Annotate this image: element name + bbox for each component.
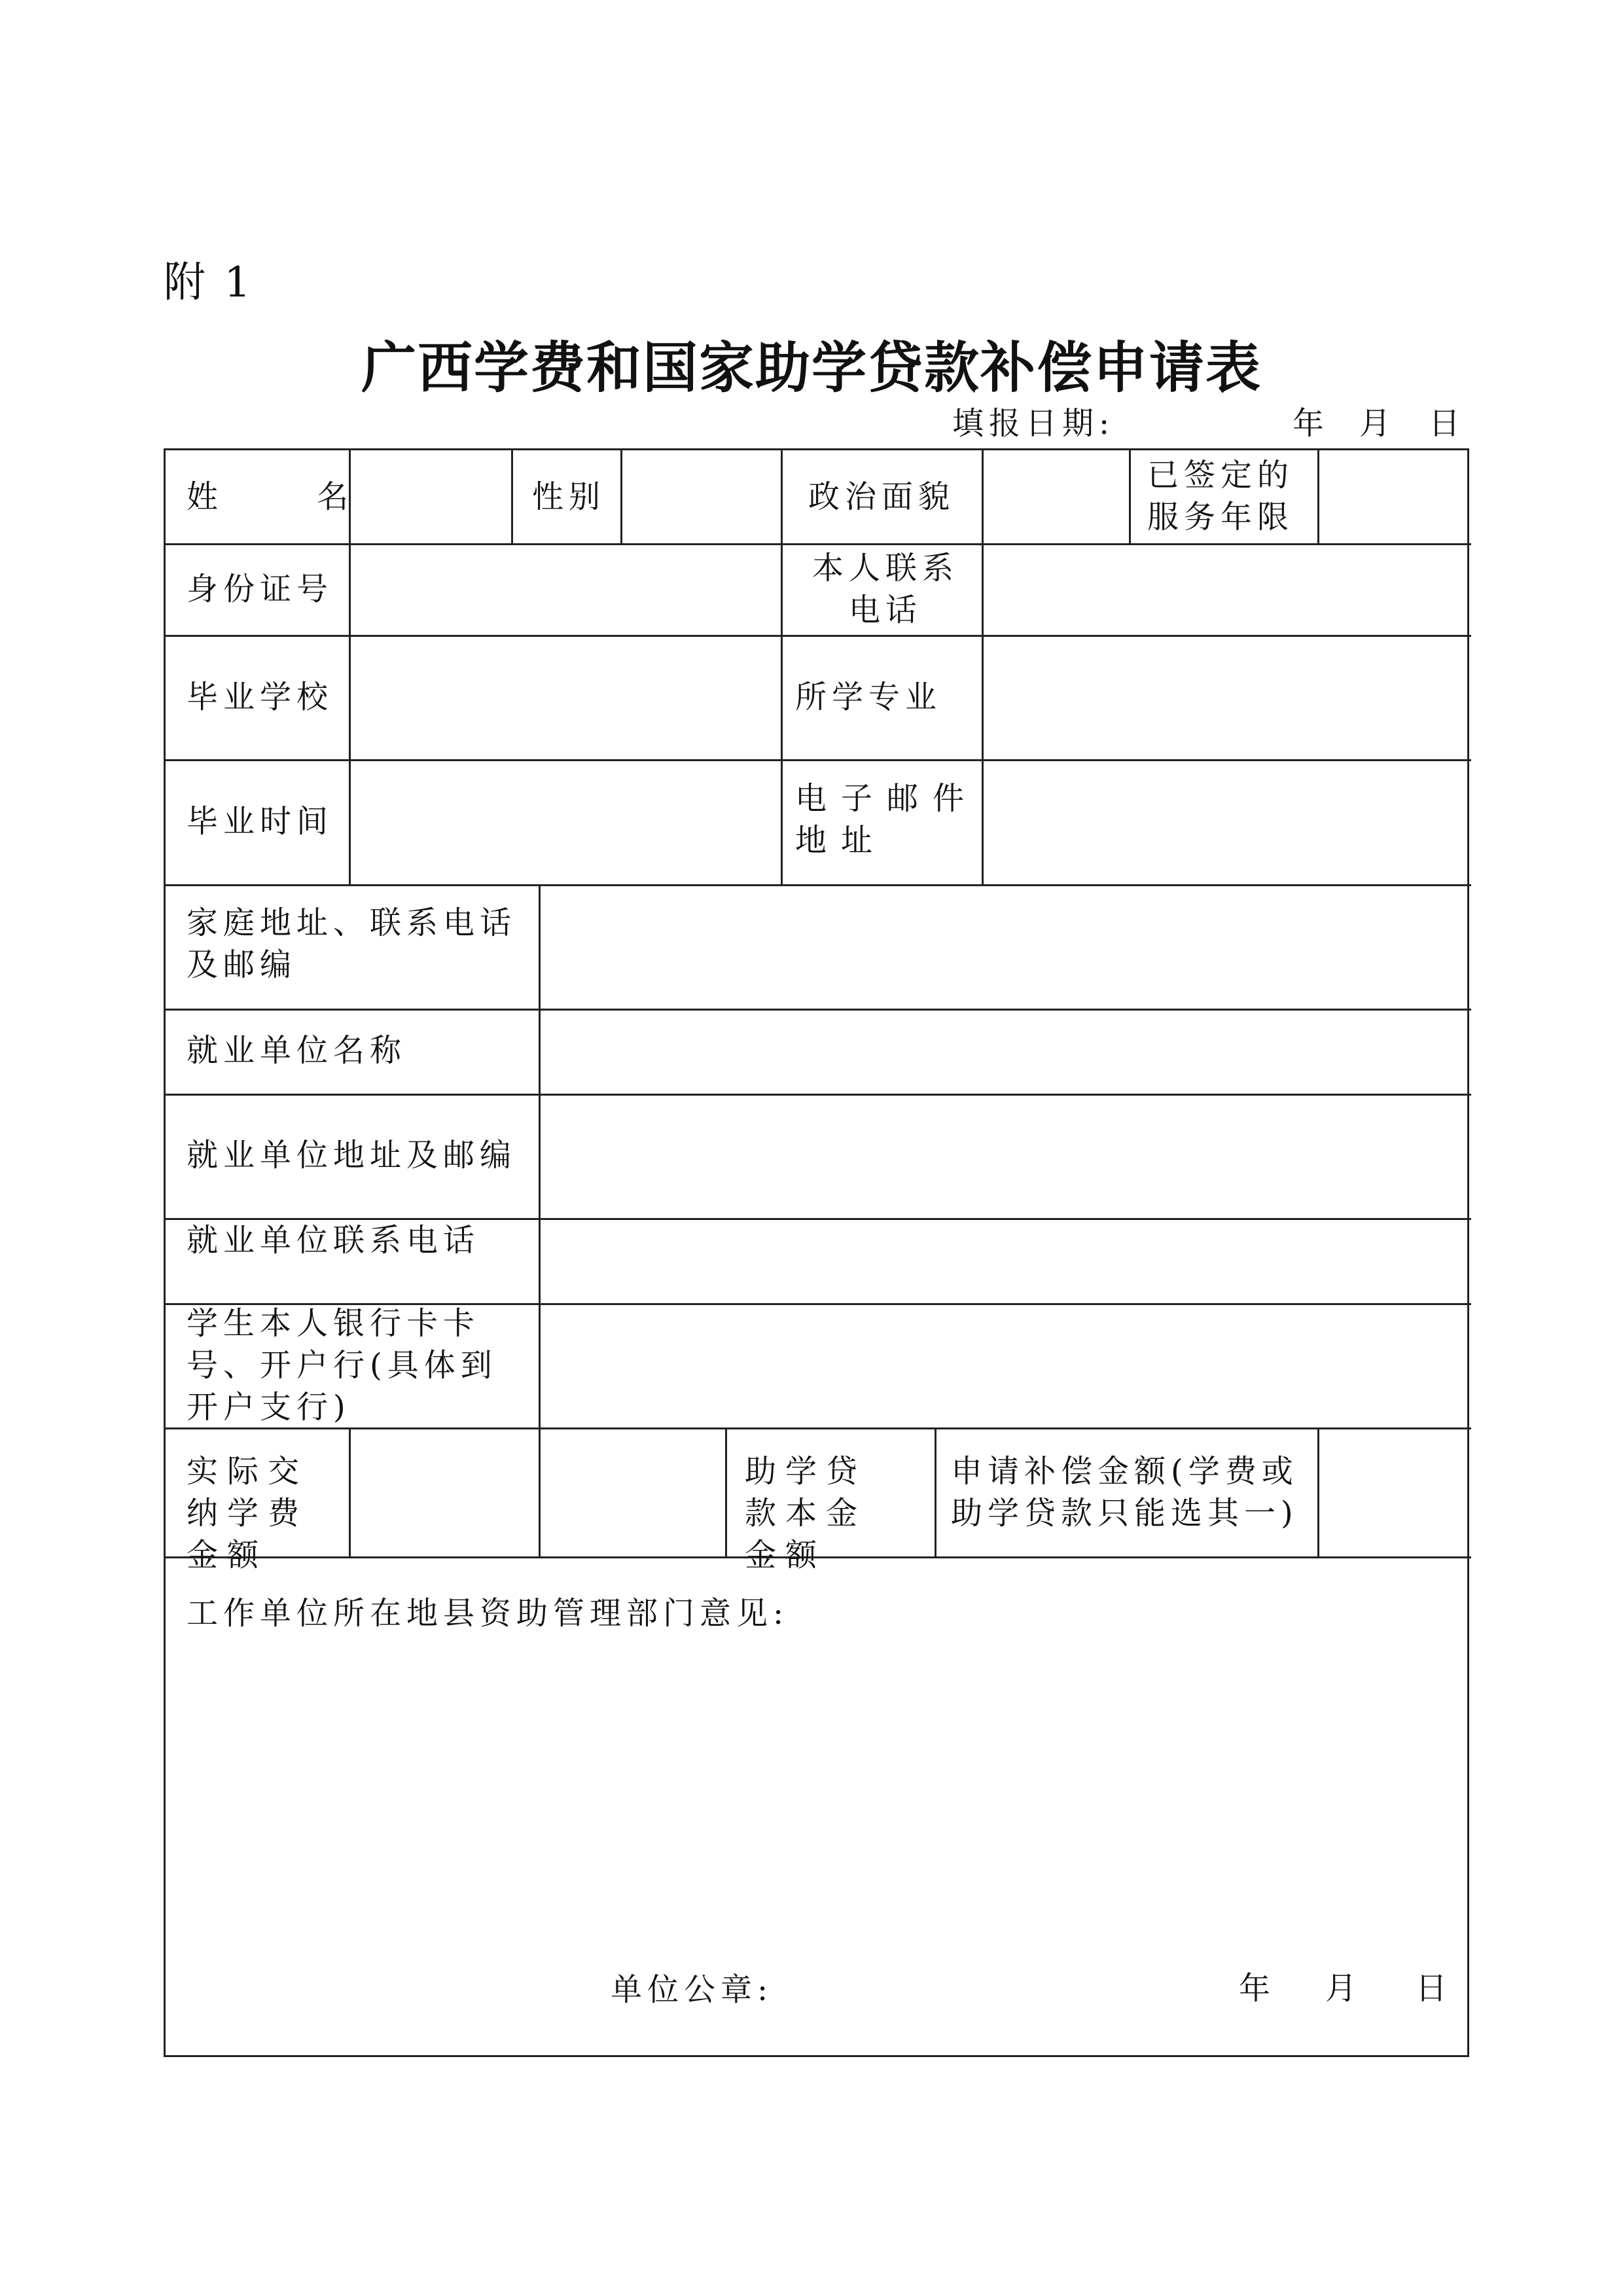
seal-label: 单位公章: [611, 1971, 774, 2008]
name-field[interactable] [351, 453, 508, 541]
application-form [164, 448, 1469, 2057]
col-line [511, 450, 513, 543]
email-field[interactable] [984, 762, 1469, 882]
grad-time-field[interactable] [351, 762, 778, 882]
col-line [982, 543, 984, 884]
col-line [1317, 1427, 1319, 1556]
employer-name-field[interactable] [541, 1011, 1469, 1091]
tuition-paid-label: 实际交纳学费金额 [187, 1453, 309, 1573]
employer-phone-label: 就业单位联系电话 [187, 1222, 480, 1259]
political-status-field[interactable] [984, 453, 1126, 541]
row-line [166, 759, 1471, 761]
col-line [781, 450, 783, 543]
id-number-field[interactable] [351, 546, 778, 632]
form-title: 广西学费和国家助学贷款补偿申请表 [361, 335, 1262, 400]
employer-name-label: 就业单位名称 [187, 1032, 407, 1069]
major-field[interactable] [984, 637, 1469, 757]
opinion-day: 日 [1416, 1970, 1453, 2007]
attachment-number: 附 1 [164, 259, 254, 307]
row-line [166, 1094, 1471, 1096]
bank-label: 学生本人银行卡卡号、开户行(具体到开户支行) [187, 1305, 497, 1426]
gender-label: 性别 [532, 478, 606, 515]
row-line [166, 884, 1471, 886]
gender-field[interactable] [623, 453, 778, 541]
service-years-label: 已签定的服务年限 [1147, 457, 1294, 535]
id-number-label: 身份证号 [187, 571, 334, 607]
compensation-field[interactable] [1320, 1430, 1469, 1554]
school-field[interactable] [351, 637, 778, 757]
col-line [1129, 450, 1131, 543]
opinion-year: 年 [1239, 1970, 1276, 2007]
col-line [725, 1427, 727, 1556]
tuition-paid-field[interactable] [351, 1430, 722, 1554]
major-label: 所学专业 [795, 679, 942, 715]
fill-date-year: 年 [1293, 405, 1330, 442]
name-label: 姓 名 [187, 478, 354, 515]
row-line [166, 543, 1471, 545]
compensation-label: 申请补偿金额(学费或助学贷款只能选其一) [951, 1453, 1298, 1532]
row-line [166, 635, 1471, 637]
home-address-field[interactable] [541, 887, 1469, 1006]
col-line [349, 1427, 351, 1556]
fill-date-line [952, 398, 1469, 440]
opinion-month: 月 [1325, 1970, 1363, 2007]
phone-label: 本人联系电话 [812, 550, 959, 628]
email-label: 电子邮件地址 [795, 780, 979, 859]
col-line [781, 543, 783, 884]
grad-time-label: 毕业时间 [187, 803, 334, 840]
political-status-label: 政治面貌 [808, 478, 955, 515]
phone-field[interactable] [984, 546, 1469, 632]
col-line [935, 1427, 936, 1556]
loan-principal-label: 助学贷款本金金额 [745, 1453, 867, 1573]
col-line [982, 450, 984, 543]
school-label: 毕业学校 [187, 679, 334, 715]
opinion-label: 工作单位所在地县资助管理部门意见: [187, 1595, 789, 1632]
fill-date-month: 月 [1359, 405, 1397, 442]
col-line [1317, 450, 1319, 543]
bank-field[interactable] [541, 1306, 1469, 1425]
col-line [349, 543, 351, 884]
row-line [166, 1009, 1471, 1011]
fill-date-day: 日 [1429, 405, 1466, 442]
opinion-textarea[interactable] [185, 1648, 1451, 1926]
home-address-label: 家庭地址、联系电话及邮编 [187, 905, 517, 983]
fill-date-label: 填报日期: [952, 405, 1115, 442]
service-years-field[interactable] [1320, 453, 1469, 541]
employer-address-label: 就业单位地址及邮编 [187, 1137, 517, 1174]
employer-address-field[interactable] [541, 1096, 1469, 1215]
col-line [620, 450, 622, 543]
